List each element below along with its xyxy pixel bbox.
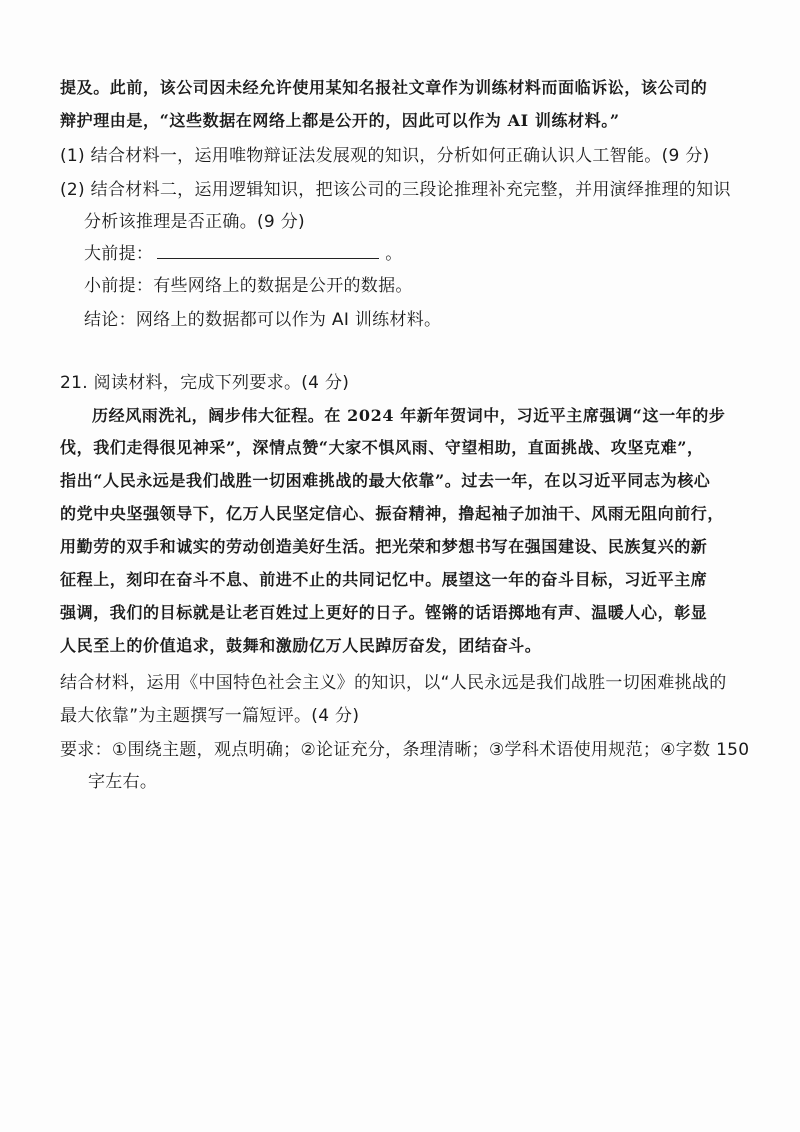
task-line-1: 结合材料，运用《中国特色社会主义》的知识，以“人民永远是我们战胜一切困难挑战的: [60, 673, 727, 693]
material-paragraph-line-5: 用勤劳的双手和诚实的劳动创造美好生活。把光荣和梦想书写在强国建设、民族复兴的新: [60, 537, 708, 556]
material-paragraph-line-6: 征程上，刻印在奋斗不息、前进不止的共同记忆中。展望这一年的奋斗目标，习近平主席: [60, 570, 708, 589]
material-paragraph-line-2: 伐，我们走得很见神采”，深情点赞“大家不惧风雨、守望相助，直面挑战、攻坚克难”，: [60, 438, 704, 457]
conclusion: 结论：网络上的数据都可以作为 AI 训练材料。: [84, 310, 442, 330]
material-line-2: 辩护理由是，“这些数据在网络上都是公开的，因此可以作为 AI 训练材料。”: [60, 111, 620, 130]
material-paragraph-line-1: 历经风雨洗礼，阔步伟大征程。在 2024 年新年贺词中，习近平主席强调“这一年的步: [92, 406, 726, 425]
material-line-1: 提及。此前，该公司因未经允许使用某知名报社文章作为训练材料而面临诉讼，该公司的: [60, 78, 708, 97]
question-20-1: (1) 结合材料一，运用唯物辩证法发展观的知识，分析如何正确认识人工智能。(9 分): [60, 146, 710, 166]
material-paragraph-line-8: 人民至上的价值追求，鼓舞和激励亿万人民踔厉奋发，团结奋斗。: [60, 636, 542, 655]
material-paragraph-line-7: 强调，我们的目标就是让老百姓过上更好的日子。铿锵的话语掷地有声、温暖人心，彰显: [60, 603, 708, 622]
major-premise-period: 。: [385, 244, 403, 264]
question-20-2-line-2: 分析该推理是否正确。(9 分): [84, 212, 305, 232]
major-premise-label: 大前提：: [84, 244, 154, 264]
requirements-line-2: 字左右。: [88, 772, 158, 792]
material-paragraph-line-3: 指出“人民永远是我们战胜一切困难挑战的最大依靠”。过去一年，在以习近平同志为核心: [60, 471, 711, 490]
minor-premise: 小前提：有些网络上的数据是公开的数据。: [84, 276, 413, 296]
material-paragraph-line-4: 的党中央坚强领导下，亿万人民坚定信心、振奋精神，撸起袖子加油干、风雨无阻向前行，: [60, 504, 725, 523]
question-21-title: 21. 阅读材料，完成下列要求。(4 分): [60, 373, 350, 393]
task-line-2: 最大依靠”为主题撰写一篇短评。(4 分): [60, 706, 360, 726]
major-premise-row: [84, 242, 403, 265]
requirements-line-1: 要求：①围绕主题，观点明确；②论证充分，条理清晰；③学科术语使用规范；④字数 150: [60, 740, 750, 760]
question-20-2-line-1: (2) 结合材料二，运用逻辑知识，把该公司的三段论推理补充完整，并用演绎推理的知识: [60, 180, 731, 200]
major-premise-blank[interactable]: [157, 242, 379, 259]
